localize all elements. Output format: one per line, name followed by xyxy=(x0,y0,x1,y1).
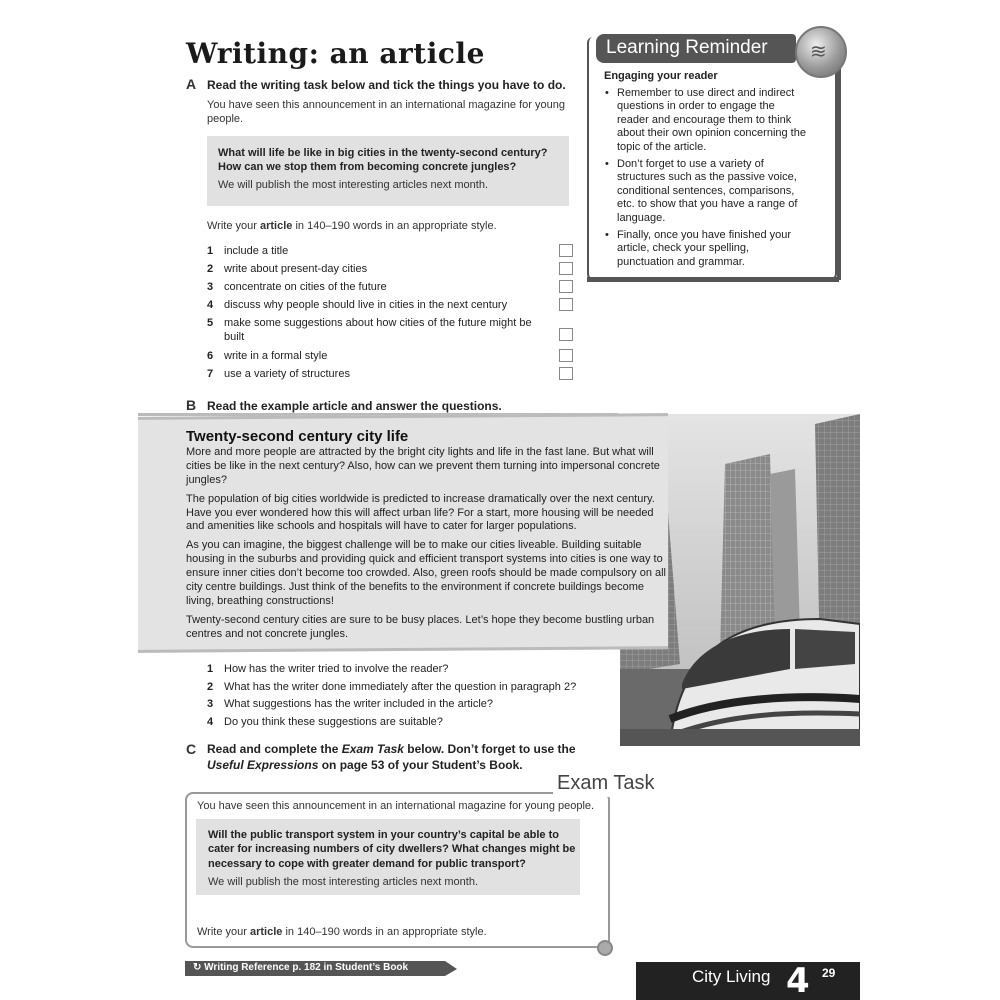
task-item-number: 6 xyxy=(207,350,214,362)
task-checkbox[interactable] xyxy=(559,367,573,380)
task-checkbox[interactable] xyxy=(559,349,573,362)
exam-task-intro: You have seen this announcement in an international magazine for young people. xyxy=(197,800,595,812)
section-a-letter: A xyxy=(186,76,197,92)
writing-reference-link[interactable]: ↻ Writing Reference p. 182 in Student’s Book xyxy=(185,961,445,976)
reminder-bullet: • Don’t forget to use a variety of structures such as the passive voice, conditional sentences, comparisons, etc. to show that you have a range of language. xyxy=(603,158,808,225)
page-number: 29 xyxy=(822,966,836,980)
task-item-text: make some suggestions about how cities of the future might be built xyxy=(224,317,532,344)
task-checkbox[interactable] xyxy=(559,280,573,293)
learning-reminder-bottom xyxy=(587,277,839,282)
section-c-instruction: Read and complete the Exam Task below. Don’t forget to use the Useful Expressions on page 53 of your Student’s Book. xyxy=(207,742,576,772)
page-title: Writing: an article xyxy=(186,37,485,70)
announcement-q2: How can we stop them from becoming concrete jungles? xyxy=(218,161,517,173)
task-checkbox[interactable] xyxy=(559,328,573,341)
article-paragraph: The population of big cities worldwide is predicted to increase dramatically over the next century. Have you ever wondered how this will affect urban life? For a start, more housing will be needed and amenities like schools and hospitals will have to cater for larger populations. xyxy=(186,492,655,533)
article-paragraph: More and more people are attracted by the bright city lights and life in the fast lane. But what will cities be like in the next century? Also, how can we prevent them turning into impersonal concrete jungles? xyxy=(186,446,660,486)
question-text: What suggestions has the writer included in the article? xyxy=(224,698,494,710)
exam-write-instruction: Write your article in 140–190 words in an appropriate style. xyxy=(197,926,487,938)
learning-reminder-title: Learning Reminder xyxy=(596,34,796,63)
learning-reminder-list xyxy=(603,87,808,273)
section-a-instruction: Read the writing task below and tick the things you have to do. xyxy=(207,78,566,92)
refresh-icon: ↻ xyxy=(193,962,205,973)
task-item-number: 1 xyxy=(207,245,214,257)
task-item-number: 3 xyxy=(207,281,214,293)
example-article xyxy=(186,427,671,646)
section-b-letter: B xyxy=(186,397,197,413)
unit-footer xyxy=(636,962,860,1000)
task-checkbox[interactable] xyxy=(559,298,573,311)
task-item-text: use a variety of structures xyxy=(224,368,350,380)
question-text: How has the writer tried to involve the reader? xyxy=(224,663,449,675)
article-paragraph: As you can imagine, the biggest challenge will be to make our cities liveable. Building suitable housing in the suburbs and providing quick and efficient transport systems into cities is one way to ensure inner cities don’t become too crowded. Also, green roofs should be made compulsory on all city centre buildings. Just think of the benefits to the environment if concrete buildings become living, breathing constructions! xyxy=(186,539,666,607)
task-item-number: 4 xyxy=(207,299,214,311)
task-item-text: write in a formal style xyxy=(224,350,328,362)
section-c-letter: C xyxy=(186,741,197,757)
reference-arrow xyxy=(445,961,457,976)
reminder-bullet: • Finally, once you have finished your article, check your spelling, punctuation and grammar. xyxy=(603,229,808,269)
unit-number: 4 xyxy=(786,961,810,1000)
learning-reminder-subtitle: Engaging your reader xyxy=(604,70,718,82)
task-checkbox[interactable] xyxy=(559,244,573,257)
learning-reminder-shadow xyxy=(837,66,841,280)
task-item-text: include a title xyxy=(224,245,289,257)
task-item-number: 5 xyxy=(207,317,214,329)
question-number: 2 xyxy=(207,680,214,693)
task-item-text: concentrate on cities of the future xyxy=(224,281,387,293)
task-checkbox[interactable] xyxy=(559,262,573,275)
reminder-bullet: • Remember to use direct and indirect questions in order to engage the reader and encourage them to think about their own opinion concerning the topic of the article. xyxy=(603,87,808,154)
exam-task-dot xyxy=(597,940,613,956)
question-text: Do you think these suggestions are suitable? xyxy=(224,715,443,728)
question-text: What has the writer done immediately after the question in paragraph 2? xyxy=(224,680,577,693)
section-b-instruction: Read the example article and answer the questions. xyxy=(207,399,502,413)
task-item-text: discuss why people should live in cities in the next century xyxy=(224,299,508,311)
task-item-number: 7 xyxy=(207,368,214,380)
task-item-number: 2 xyxy=(207,263,214,275)
task-item-text: write about present-day cities xyxy=(224,263,368,275)
announcement-note: We will publish the most interesting articles next month. xyxy=(218,179,489,191)
exam-announcement-note: We will publish the most interesting articles next month. xyxy=(208,876,479,888)
article-paragraph: Twenty-second century cities are sure to be busy places. Let’s hope they become bustling urban centres and not concrete jungles. xyxy=(186,613,655,640)
learning-reminder-coin-icon: ≋ xyxy=(795,26,847,78)
exam-announcement-question: Will the public transport system in your country’s capital be able to cater for increasing numbers of city dwellers? What changes might be necessary to cope with greater demand for public transport? xyxy=(208,829,576,870)
exam-task-label: Exam Task xyxy=(553,771,658,797)
question-number: 4 xyxy=(207,715,214,728)
question-number: 1 xyxy=(207,663,214,675)
article-title: Twenty-second century city life xyxy=(186,428,409,445)
unit-title: City Living xyxy=(692,967,771,986)
announcement-q1: What will life be like in big cities in the twenty-second century? xyxy=(218,147,548,159)
section-a-intro: You have seen this announcement in an international magazine for young people. xyxy=(207,99,565,126)
question-number: 3 xyxy=(207,698,214,710)
write-instruction: Write your article in 140–190 words in an appropriate style. xyxy=(207,220,497,232)
